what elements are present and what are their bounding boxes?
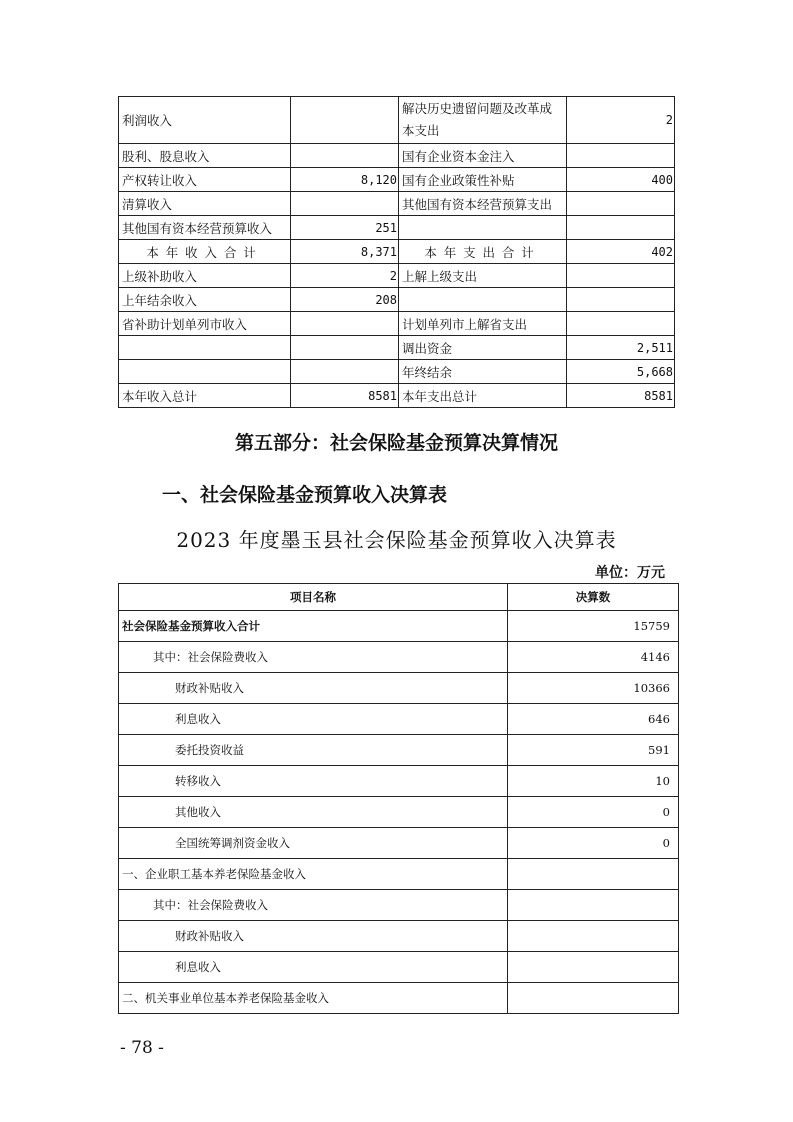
table-title: 2023 年度墨玉县社会保险基金预算收入决算表 bbox=[176, 528, 617, 552]
table-row bbox=[119, 735, 679, 766]
income-item: 清算收入 bbox=[119, 192, 291, 216]
unit-label: 单位：万元 bbox=[595, 565, 665, 581]
row-name: 其中：社会保险费收入 bbox=[119, 890, 508, 921]
row-value: 10366 bbox=[508, 673, 679, 704]
income-value bbox=[291, 312, 399, 336]
table-row bbox=[119, 384, 675, 408]
income-subtotal-label: 本年收入合计 bbox=[119, 240, 291, 264]
expense-item: 其他国有资本经营预算支出 bbox=[399, 192, 567, 216]
expense-item: 国有企业政策性补贴 bbox=[399, 168, 567, 192]
income-value: 8,120 bbox=[291, 168, 399, 192]
table-row bbox=[119, 336, 675, 360]
expense-value bbox=[567, 288, 675, 312]
expense-total-value: 8581 bbox=[567, 384, 675, 408]
row-value bbox=[508, 952, 679, 983]
income-item: 上年结余收入 bbox=[119, 288, 291, 312]
table-row bbox=[119, 192, 675, 216]
row-value bbox=[508, 859, 679, 890]
subsection-title: 一、社会保险基金预算收入决算表 bbox=[162, 484, 448, 506]
expense-value: 2,511 bbox=[567, 336, 675, 360]
header-value: 决算数 bbox=[508, 584, 679, 611]
row-name: 其他收入 bbox=[119, 797, 508, 828]
income-value: 208 bbox=[291, 288, 399, 312]
table-row bbox=[119, 921, 679, 952]
income-value: 251 bbox=[291, 216, 399, 240]
row-name: 全国统筹调剂资金收入 bbox=[119, 828, 508, 859]
row-name: 转移收入 bbox=[119, 766, 508, 797]
expense-value bbox=[567, 144, 675, 168]
income-item: 其他国有资本经营预算收入 bbox=[119, 216, 291, 240]
expense-subtotal-label: 本年支出合计 bbox=[399, 240, 567, 264]
expense-total-label: 本年支出总计 bbox=[399, 384, 567, 408]
table-row bbox=[119, 360, 675, 384]
row-value: 0 bbox=[508, 828, 679, 859]
row-name: 利息收入 bbox=[119, 952, 508, 983]
table-row bbox=[119, 240, 675, 264]
income-total-label: 本年收入总计 bbox=[119, 384, 291, 408]
expense-item: 年终结余 bbox=[399, 360, 567, 384]
expense-item: 计划单列市上解省支出 bbox=[399, 312, 567, 336]
table-row bbox=[119, 144, 675, 168]
table-row bbox=[119, 983, 679, 1014]
expense-item: 解决历史遗留问题及改革成本支出 bbox=[399, 97, 567, 144]
table-row bbox=[119, 797, 679, 828]
row-name: 委托投资收益 bbox=[119, 735, 508, 766]
table-row bbox=[119, 890, 679, 921]
table-row bbox=[119, 642, 679, 673]
expense-value bbox=[567, 216, 675, 240]
state-capital-budget-table bbox=[118, 96, 675, 408]
table-row bbox=[119, 216, 675, 240]
expense-value: 400 bbox=[567, 168, 675, 192]
row-value bbox=[508, 983, 679, 1014]
row-value: 646 bbox=[508, 704, 679, 735]
row-name: 一、企业职工基本养老保险基金收入 bbox=[119, 859, 508, 890]
table-row bbox=[119, 288, 675, 312]
income-total-value: 8581 bbox=[291, 384, 399, 408]
income-item bbox=[119, 336, 291, 360]
expense-value: 2 bbox=[567, 97, 675, 144]
expense-value: 5,668 bbox=[567, 360, 675, 384]
income-item: 产权转让收入 bbox=[119, 168, 291, 192]
page-number: - 78 - bbox=[120, 1038, 164, 1058]
table-header bbox=[119, 584, 679, 611]
expense-item: 上解上级支出 bbox=[399, 264, 567, 288]
row-value: 0 bbox=[508, 797, 679, 828]
row-value bbox=[508, 890, 679, 921]
table-row bbox=[119, 97, 675, 144]
table-row bbox=[119, 859, 679, 890]
table-row bbox=[119, 828, 679, 859]
table-row bbox=[119, 673, 679, 704]
row-value: 4146 bbox=[508, 642, 679, 673]
row-value bbox=[508, 921, 679, 952]
table-row bbox=[119, 168, 675, 192]
table-row bbox=[119, 264, 675, 288]
expense-item bbox=[399, 288, 567, 312]
row-name: 社会保险基金预算收入合计 bbox=[119, 611, 508, 642]
income-value bbox=[291, 336, 399, 360]
row-value: 15759 bbox=[508, 611, 679, 642]
table-row bbox=[119, 704, 679, 735]
income-value bbox=[291, 97, 399, 144]
expense-value bbox=[567, 192, 675, 216]
row-name: 其中：社会保险费收入 bbox=[119, 642, 508, 673]
income-value bbox=[291, 360, 399, 384]
income-value bbox=[291, 144, 399, 168]
expense-value bbox=[567, 312, 675, 336]
income-item: 股利、股息收入 bbox=[119, 144, 291, 168]
row-name: 财政补贴收入 bbox=[119, 921, 508, 952]
section-title: 第五部分：社会保险基金预算决算情况 bbox=[234, 432, 558, 454]
income-value bbox=[291, 192, 399, 216]
income-item: 省补助计划单列市收入 bbox=[119, 312, 291, 336]
table-row bbox=[119, 766, 679, 797]
row-value: 10 bbox=[508, 766, 679, 797]
income-item bbox=[119, 360, 291, 384]
social-insurance-revenue-table bbox=[118, 583, 679, 1014]
table-row bbox=[119, 952, 679, 983]
expense-value bbox=[567, 264, 675, 288]
row-name: 财政补贴收入 bbox=[119, 673, 508, 704]
row-name: 二、机关事业单位基本养老保险基金收入 bbox=[119, 983, 508, 1014]
row-value: 591 bbox=[508, 735, 679, 766]
income-value: 2 bbox=[291, 264, 399, 288]
expense-item bbox=[399, 216, 567, 240]
income-item: 利润收入 bbox=[119, 97, 291, 144]
expense-item: 调出资金 bbox=[399, 336, 567, 360]
income-value: 8,371 bbox=[291, 240, 399, 264]
expense-value: 402 bbox=[567, 240, 675, 264]
row-name: 利息收入 bbox=[119, 704, 508, 735]
header-item-name: 项目名称 bbox=[119, 584, 508, 611]
expense-item: 国有企业资本金注入 bbox=[399, 144, 567, 168]
table-row bbox=[119, 312, 675, 336]
income-item: 上级补助收入 bbox=[119, 264, 291, 288]
table-row bbox=[119, 611, 679, 642]
